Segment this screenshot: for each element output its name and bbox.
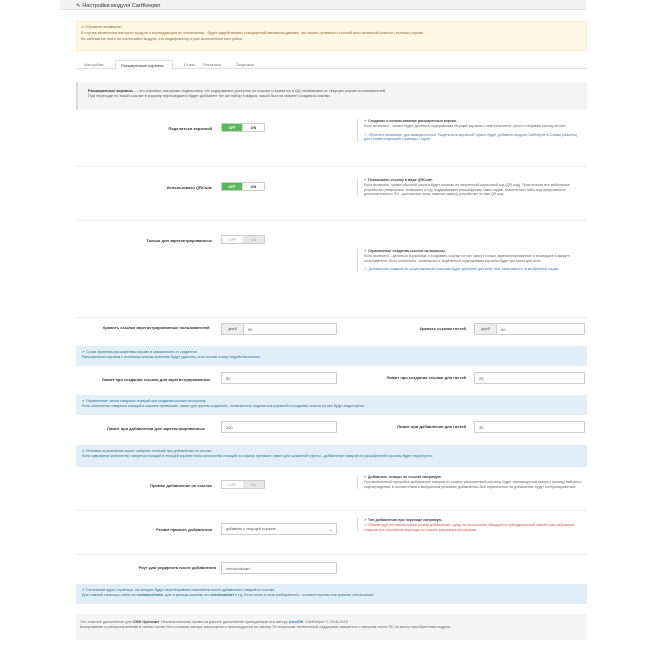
- check-icon: ✔: [82, 350, 86, 354]
- limit-create-reg-input[interactable]: 50: [221, 372, 337, 384]
- check-icon: ✔: [82, 399, 86, 403]
- limit-add-guest-label: Лимит при добавлении для гостей: [397, 424, 466, 429]
- warning-line2: Во избежание этого не отключайте модуль, его модификатор и уже включенные настройки.: [81, 36, 243, 41]
- tab-bar: [76, 59, 587, 69]
- redirect-note: ✔Системный адрес страницы, на которую будет перенаправлен посетитель после добавления товаров по ссылке. Для главной страницы сайта это common/home, для страницы корзины это checkout/cart и т.д. Если плохо в этом разбираетесь - оставьте пустым или укажите checkout/cart.: [76, 584, 587, 604]
- warning-icon: ⚠: [81, 25, 85, 29]
- redirect-row: [76, 555, 587, 581]
- warning-line1: В случае включения настроек модуля и последующем их отключении - будет задействован стандартный механизм движка, что может привести к полной или частичной очистке гостевых корзин.: [81, 30, 425, 35]
- check-icon: ✔: [364, 249, 368, 253]
- limit-add-reg-input[interactable]: 100: [221, 421, 337, 433]
- storage-guest-addon: дней: [474, 323, 496, 335]
- toggle-on-label: ON: [243, 236, 264, 243]
- share-help: ✔Создание и использование расширенных корзин. Если включено - можно будет делиться содержимым текущей корзины с кем пожелаете, просто отправив ссылку на нее. ⓘОбратите внимание, для вывода кнопки "Поделиться корзиной" нужно будет добавить модуль CartKeeper в Схемы (Макеты) для соответствующей страницы / групп.: [357, 119, 582, 142]
- limit-create-row: [76, 366, 587, 392]
- storage-guest-label: Хранить ссылки гостей: [419, 326, 466, 331]
- qrcode-help: ✔Показывать ссылку в виде QRCode. Если включено, кроме обычной ссылки будет показан ее матричный штриховой код (QR-код). Практически все мобильные устройства (смартфоны, планшеты и т.д) поддерживают расшифровку таких кодов, значительно либо под представлено дополнительного ПО - достаточно лишь навести камеру устройства на сам QR-код.: [357, 178, 582, 197]
- direct-mode-select[interactable]: добавить к текущей корзине ⌄: [221, 523, 337, 535]
- page-title: ✎ Настройки модуля CartKeeper: [76, 3, 161, 9]
- redirect-input[interactable]: checkout/cart: [221, 562, 337, 574]
- check-icon: ✔: [82, 449, 86, 453]
- qrcode-toggle[interactable]: [221, 182, 265, 191]
- tab-extended-carts[interactable]: Расширенные корзины: [115, 60, 173, 70]
- direct-mode-label: Режим прямого добавления: [156, 527, 212, 532]
- chevron-down-icon: ⌄: [329, 527, 333, 532]
- direct-add-help: ✔Добавлять товары по ссылке напрямую. При включенной настройке добавление товаров по ссылке расширенной корзины будет производиться минуя страницу выбора и подтверждения, в соответствии с выбранным режимом добавления. Все ограничения на добавление будут контролироваться.: [357, 475, 582, 489]
- storage-reg-label: Хранить ссылки зарегистрированных пользователей: [102, 325, 210, 330]
- storage-reg-addon: дней: [221, 323, 243, 335]
- warning-alert: [76, 21, 587, 51]
- intro-block: [76, 82, 587, 110]
- check-icon: ✔: [82, 588, 86, 592]
- check-icon: ✔: [364, 178, 368, 182]
- limit-create-reg-label: Лимит при создании ссылки для зарегистрированных: [101, 377, 211, 382]
- tab-settings[interactable]: Настройки: [84, 62, 104, 67]
- storage-guest-input[interactable]: 60: [496, 323, 585, 335]
- tab-mailing[interactable]: Рассылка: [203, 62, 222, 67]
- registered-only-toggle[interactable]: [221, 235, 265, 244]
- panel-header: [60, 0, 586, 10]
- registered-only-label: Только для зарегистрированных: [146, 238, 212, 243]
- direct-mode-row: [76, 511, 587, 555]
- intro-line2: При переходе по такой ссылке в корзину перешедшего будет добавлен тот же набор товаров, какой был на момент создания ссылки.: [88, 93, 331, 99]
- share-toggle[interactable]: [221, 123, 265, 132]
- direct-mode-help: ✔Тип добавления при переходе напрямую. ⚠Рекомендуется использовать режим добавления - вряд ли посетителю обрадуется принудительной замене уже набранных товаров при случайном переходе по ссылке расширенной корзины.: [357, 518, 582, 532]
- toggle-on-label: ON: [243, 124, 264, 131]
- warning-icon: ⚠: [364, 522, 368, 527]
- warning-title: Обратите внимание!: [85, 25, 122, 29]
- storage-row: [76, 318, 587, 344]
- info-icon: ⓘ: [364, 132, 368, 137]
- storage-note: ✔Сроки хранения расширенных корзин в зависимости от создателя. Расширенные корзины с истекшим сроком хранения будут удалены, а их ссылки станут недействительны.: [76, 346, 587, 366]
- direct-add-label: Прямое добавление по ссылке: [150, 483, 212, 488]
- redirect-label: Роут для редиректа после добавления: [138, 565, 216, 570]
- toggle-on-label: ON: [243, 481, 264, 488]
- limit-add-reg-label: Лимит при добавлении для зарегистрированных: [107, 426, 205, 431]
- direct-add-row: [76, 467, 587, 511]
- registered-only-help: ✔Ограничение создания ссылок на корзины. Если включено - делиться корзинами и создавать ссылки на них смогут только зарегистрированные и вошедшие в аккаунт пользователи. Если отключено - возможность поделиться содержимым корзины будет доступна для всех. ⓘДобавление товаров по существующим ссылкам будет доступно для всех, вне зависимости от выбранной опции.: [357, 249, 582, 272]
- toggle-on-label: ON: [243, 183, 264, 190]
- intro-bold: Расширенные корзины: [88, 88, 133, 93]
- qrcode-label: Использовать QRCode: [166, 185, 212, 190]
- limit-add-row: [76, 415, 587, 441]
- toggle-off-label: OFF: [222, 481, 243, 488]
- limit-add-note: ✔Итоговое ограничение числа товарных позиций при добавлении по ссылке. Если суммарное количество товарных позиций в текущей корзине плюс количество позиций по ссылке превысит лимит для указанной группы - добавление товаров из расширенной корзины будет недоступно.: [76, 445, 587, 467]
- share-label: Поделиться корзиной: [168, 126, 212, 131]
- toggle-off-label: OFF: [222, 183, 243, 190]
- share-row: [76, 112, 587, 167]
- pencil-icon: ✎: [76, 3, 81, 9]
- qrcode-row: [76, 167, 587, 221]
- toggle-off-label: OFF: [222, 236, 243, 243]
- registered-only-row: [76, 221, 587, 318]
- info-icon: ⓘ: [364, 267, 368, 272]
- storage-reg-input[interactable]: 90: [243, 323, 337, 335]
- tab-license[interactable]: Лицензия: [236, 62, 254, 67]
- intro-line1: — это корзины, которыми поделились. Их содержимое доступно по ссылке и хранится в БД независимо от текущих корзин пользователей.: [132, 88, 387, 93]
- footer: Это платное дополнение для CMS Opencart. Исключительные права на данное дополнение принадлежат его автору AlexDW. CartKeeper © 2018-2023 Копирование и распространение в любых целях без согласия автора запрещены и преследуются по закону. По вопросам технической поддержки свяжитесь с автором через ЛС по месту приобретения модуля.: [76, 614, 587, 640]
- check-icon: ✔: [364, 475, 368, 479]
- limit-add-guest-input[interactable]: 30: [474, 421, 585, 433]
- limit-create-guest-label: Лимит при создании ссылки для гостей: [386, 375, 466, 380]
- check-icon: ✔: [364, 119, 368, 123]
- direct-add-toggle[interactable]: [221, 480, 265, 489]
- limit-create-note: ✔Ограничение числа товарных позиций при создании ссылки на корзину. Если количество товарных позиций в корзине превышает лимит для группы создателя - возможность поделиться корзиной и создание ссылки на нее будут недоступны.: [76, 395, 587, 415]
- tab-style[interactable]: Стиль: [184, 62, 196, 67]
- author-link[interactable]: AlexDW: [288, 620, 304, 624]
- check-icon: ✔: [364, 518, 368, 522]
- toggle-off-label: OFF: [222, 124, 243, 131]
- limit-create-guest-input[interactable]: 25: [474, 372, 585, 384]
- settings-page: [60, 0, 586, 650]
